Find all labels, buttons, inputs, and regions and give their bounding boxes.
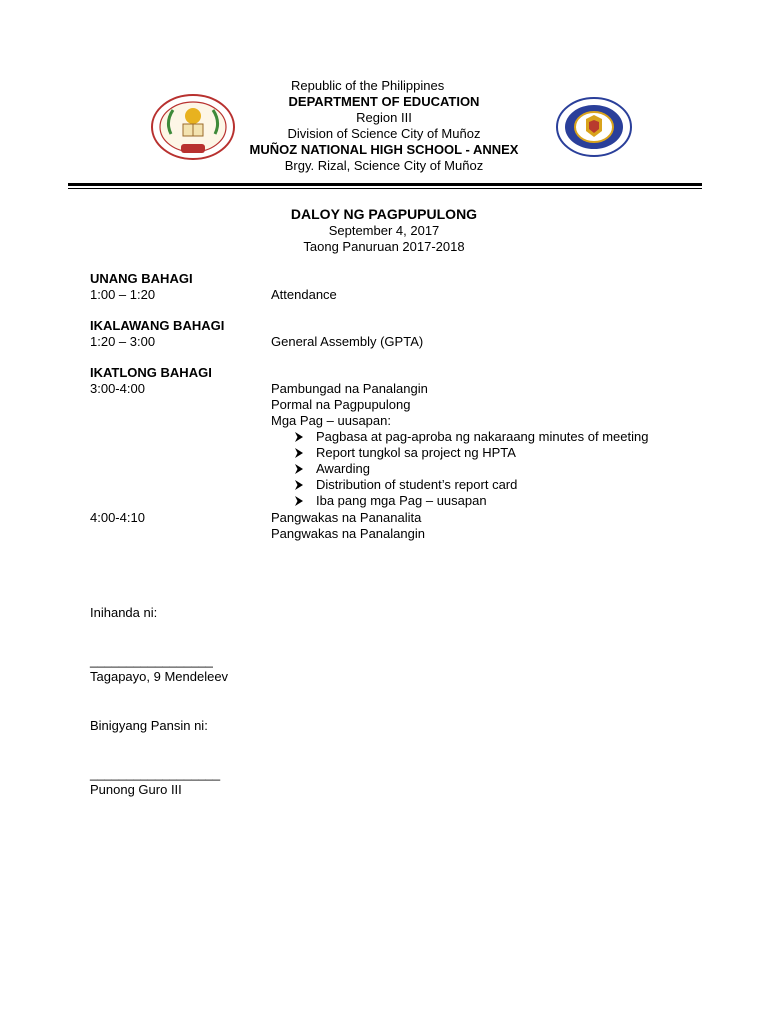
arrow-bullet-icon — [294, 479, 304, 491]
arrow-bullet-icon — [294, 495, 304, 507]
division-line: Division of Science City of Muñoz — [287, 126, 481, 141]
agenda-item: Iba pang mga Pag – uusapan — [316, 493, 487, 508]
school-year: Taong Panuruan 2017-2018 — [303, 239, 465, 254]
prepared-signature-line: _________________ — [90, 653, 213, 668]
closing-remarks: Pangwakas na Pananalita — [271, 510, 422, 525]
noted-by-label: Binigyang Pansin ni: — [90, 718, 208, 733]
part2-activity: General Assembly (GPTA) — [271, 334, 424, 349]
document-title: DALOY NG PAGPUPULONG — [290, 206, 478, 222]
header-rule-thick — [68, 183, 702, 186]
noted-by-name: Punong Guro III — [90, 782, 182, 797]
closing-prayer: Pangwakas na Panalangin — [271, 526, 425, 541]
noted-signature-line: __________________ — [90, 766, 221, 781]
part1-label: UNANG BAHAGI — [90, 271, 193, 286]
part3-activity-formal-meeting: Pormal na Pagpupulong — [271, 397, 411, 412]
prepared-by-label: Inihanda ni: — [90, 605, 158, 620]
agenda-item: Distribution of student’s report card — [316, 477, 518, 492]
closing-time: 4:00-4:10 — [90, 510, 145, 525]
part2-label: IKALAWANG BAHAGI — [90, 318, 225, 333]
part3-time: 3:00-4:00 — [90, 381, 145, 396]
arrow-bullet-icon — [294, 431, 304, 443]
arrow-bullet-icon — [294, 463, 304, 475]
part3-activity-agenda-heading: Mga Pag – uusapan: — [271, 413, 391, 428]
arrow-bullet-icon — [294, 447, 304, 459]
part1-activity: Attendance — [271, 287, 337, 302]
part3-label: IKATLONG BAHAGI — [90, 365, 212, 380]
part2-time: 1:20 – 3:00 — [90, 334, 156, 349]
republic-line: Republic of the Philippines — [291, 78, 445, 93]
prepared-by-name: Tagapayo, 9 Mendeleev — [90, 669, 229, 684]
school-name: MUÑOZ NATIONAL HIGH SCHOOL - ANNEX — [249, 142, 519, 157]
meeting-date: September 4, 2017 — [328, 223, 440, 238]
agenda-item: Awarding — [316, 461, 370, 476]
agenda-item: Pagbasa at pag-aproba ng nakaraang minutes of meeting — [316, 429, 649, 444]
department-name: DEPARTMENT OF EDUCATION — [288, 94, 480, 109]
address-line: Brgy. Rizal, Science City of Muñoz — [284, 158, 484, 173]
agenda-item: Report tungkol sa project ng HPTA — [316, 445, 516, 460]
region-line: Region III — [356, 110, 412, 125]
header-rule-thin — [68, 188, 702, 189]
part1-time: 1:00 – 1:20 — [90, 287, 156, 302]
part3-activity-opening-prayer: Pambungad na Panalangin — [271, 381, 428, 396]
